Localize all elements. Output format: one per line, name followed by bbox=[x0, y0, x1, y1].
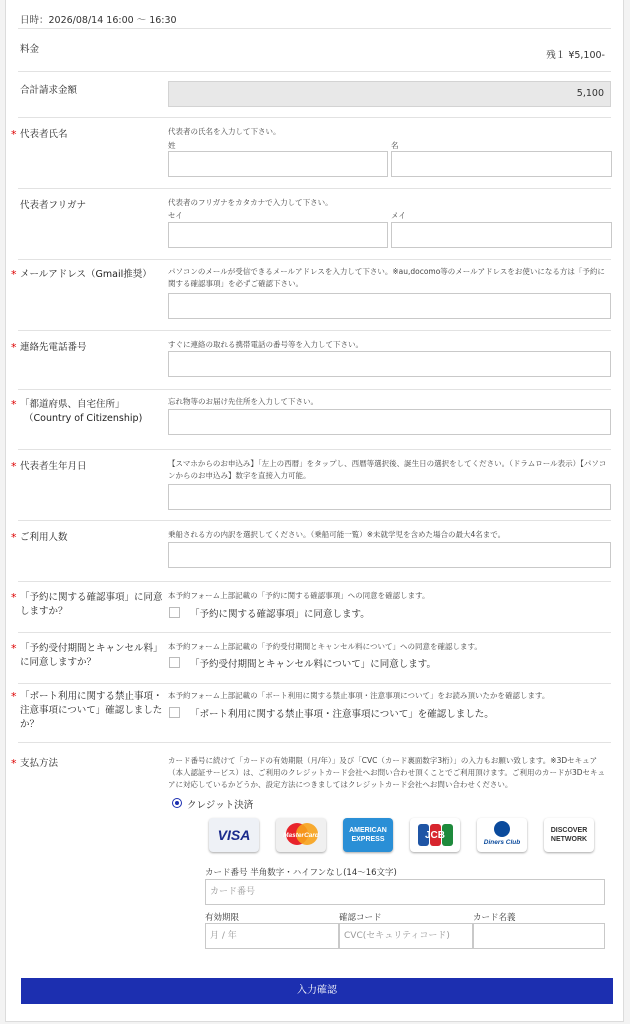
birth-desc: 【スマホからのお申込み】「左上の西暦」をタップし、西暦等選択後、誕生日の選択をしてください。（ドラムロール表示）【パソコンからのお申込み】数字を直接入力可能。 bbox=[168, 459, 607, 480]
birth-row bbox=[11, 449, 611, 520]
mei-kana-label: メイ bbox=[391, 211, 406, 220]
diners-club-icon: Diners Club bbox=[477, 818, 527, 852]
confirm2-row bbox=[11, 632, 611, 683]
amex-icon: AMERICAN EXPRESS bbox=[343, 818, 393, 852]
reservation-form bbox=[5, 0, 624, 1022]
email-row bbox=[11, 259, 611, 330]
first-name-kana-input[interactable] bbox=[391, 222, 612, 248]
required-mark: * bbox=[11, 128, 17, 141]
fee-value: 残１ ¥5,100- bbox=[546, 50, 605, 61]
birthdate-input[interactable] bbox=[168, 484, 611, 510]
confirm2-check-label[interactable]: 「予約受付期間とキャンセル料について」に同意します。 bbox=[190, 659, 437, 670]
required-mark: * bbox=[11, 757, 17, 770]
confirm3-row bbox=[11, 683, 611, 742]
expiry-label: 有効期限 bbox=[205, 913, 240, 923]
cvc-input[interactable]: CVC(セキュリティコード) bbox=[339, 923, 473, 949]
cvc-label: 確認コード bbox=[339, 913, 382, 923]
phone-input[interactable] bbox=[168, 351, 611, 377]
people-desc: 乗船される方の内訳を選択してください。（乗船可能一覧）※未就学児を含めた場合の最大4名まで。 bbox=[168, 530, 506, 539]
confirm3-check-label[interactable]: 「ボート利用に関する禁止事項・注意事項について」を確認しました。 bbox=[190, 709, 494, 720]
phone-desc: すぐに連絡の取れる携帯電話の番号等を入力して下さい。 bbox=[168, 340, 363, 349]
confirm1-check-label[interactable]: 「予約に関する確認事項」に同意します。 bbox=[190, 609, 370, 620]
sei-label: 姓 bbox=[168, 141, 176, 150]
first-name-input[interactable] bbox=[391, 151, 612, 177]
email-input[interactable] bbox=[168, 293, 611, 319]
required-mark: * bbox=[11, 398, 17, 411]
address-desc: 忘れ物等のお届け先住所を入力して下さい。 bbox=[168, 397, 318, 406]
confirm1-row bbox=[11, 581, 611, 632]
jcb-icon: JCB bbox=[410, 818, 460, 852]
fee-label: 料金 bbox=[20, 44, 40, 55]
payment-label: * 支払方法 bbox=[11, 757, 59, 770]
mastercard-icon: MasterCard bbox=[276, 818, 326, 852]
address-row bbox=[11, 389, 611, 448]
last-name-input[interactable] bbox=[168, 151, 388, 177]
furigana-row bbox=[18, 188, 611, 259]
radio-dot bbox=[175, 801, 179, 805]
confirm1-label: * 「予約に関する確認事項」に同意 しますか？ bbox=[11, 591, 163, 617]
phone-label: * 連絡先電話番号 bbox=[11, 341, 87, 354]
confirm3-label: * 「ボート利用に関する禁止事項・ 注意事項について」確認しました か？ bbox=[11, 690, 163, 730]
required-mark: * bbox=[11, 268, 17, 281]
confirm2-checkbox[interactable] bbox=[169, 657, 180, 668]
credit-method-label[interactable]: クレジット決済 bbox=[187, 800, 254, 811]
email-desc: パソコンのメールが受信できるメールアドレスを入力して下さい。※au,docomo等のメールアドレスをお使いになる方は「予約に関する確認事項」を必ずご確認下さい。 bbox=[168, 267, 605, 288]
submit-button[interactable]: 入力確認 bbox=[21, 978, 613, 1004]
total-amount-field: 5,100 bbox=[168, 81, 611, 107]
fee-row bbox=[18, 28, 611, 71]
confirm2-label: * 「予約受付期間とキャンセル料」 に同意しますか？ bbox=[11, 642, 163, 668]
discover-icon: DISCOVER NETWORK bbox=[544, 818, 594, 852]
required-mark: * bbox=[11, 460, 17, 473]
confirm1-desc: 本予約フォーム上部記載の「予約に関する確認事項」への同意を確認します。 bbox=[168, 591, 430, 600]
expiry-input[interactable]: 月 / 年 bbox=[205, 923, 339, 949]
required-mark: * bbox=[11, 690, 17, 703]
required-mark: * bbox=[11, 531, 17, 544]
address-label: * 「都道府県、自宅住所」 （Country of Citizenship) bbox=[11, 398, 143, 424]
mei-label: 名 bbox=[391, 141, 399, 150]
people-label: * ご利用人数 bbox=[11, 531, 68, 544]
address-input[interactable] bbox=[168, 409, 611, 435]
name-label: * 代表者氏名 bbox=[11, 128, 68, 141]
furigana-desc: 代表者のフリガナをカタカナで入力して下さい。 bbox=[168, 198, 333, 207]
credit-radio[interactable] bbox=[172, 798, 182, 808]
visa-icon: VISA bbox=[209, 818, 259, 852]
confirm2-desc: 本予約フォーム上部記載の「予約受付期間とキャンセル料について」への同意を確認します。 bbox=[168, 642, 482, 651]
required-mark: * bbox=[11, 341, 17, 354]
name-desc: 代表者の氏名を入力して下さい。 bbox=[168, 127, 281, 136]
furigana-label: 代表者フリガナ bbox=[20, 200, 87, 211]
total-row bbox=[18, 71, 611, 117]
confirm3-desc: 本予約フォーム上部記載の「ボート利用に関する禁止事項・注意事項について」をお読み頂いたかを確認します。 bbox=[168, 691, 550, 700]
required-mark: * bbox=[11, 642, 17, 655]
phone-row bbox=[11, 330, 611, 389]
birth-label: * 代表者生年月日 bbox=[11, 460, 87, 473]
sei-kana-label: セイ bbox=[168, 211, 183, 220]
email-label: * メールアドレス（Gmail推奨） bbox=[11, 268, 152, 281]
card-number-input[interactable]: カード番号 bbox=[205, 879, 605, 905]
confirm1-checkbox[interactable] bbox=[169, 607, 180, 618]
confirm3-checkbox[interactable] bbox=[169, 707, 180, 718]
card-number-label: カード番号 半角数字・ハイフンなし(14〜16文字) bbox=[205, 868, 397, 878]
holder-label: カード名義 bbox=[473, 913, 516, 923]
required-mark: * bbox=[11, 591, 17, 604]
card-holder-input[interactable] bbox=[473, 923, 605, 949]
people-select[interactable] bbox=[168, 542, 611, 568]
payment-desc: カード番号に続けて「カードの有効期限（月/年）」及び「CVC（カード裏面数字3桁）」の入力もお願い致します。※3Dセキュア（本人認証サービス）は、ご利用のクレジットカード会社へお問い合わせ頂くことでご利用頂けます。ご利用のカードが3Dセキュアに対応しているかどうか、設定方法につきましてはクレジットカード会社へお問い合わせください。 bbox=[168, 756, 606, 789]
total-label: 合計請求金額 bbox=[20, 85, 78, 96]
last-name-kana-input[interactable] bbox=[168, 222, 388, 248]
datetime-text: 日時：2026/08/14 16:00 〜 16:30 bbox=[20, 15, 177, 26]
name-row bbox=[11, 117, 611, 188]
people-row bbox=[11, 520, 611, 581]
